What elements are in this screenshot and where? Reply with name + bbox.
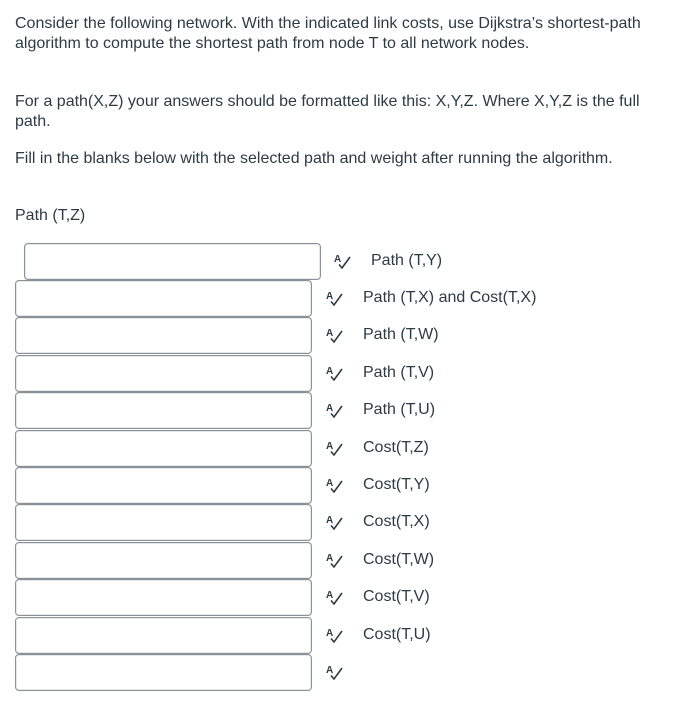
question-paragraph-1: Consider the following network. With the indicated link costs, use Dijkstra’s shortest-path algorithm to compute the shortest path from node T to all network nodes. bbox=[15, 15, 641, 52]
blank-label: Path (T,V) bbox=[363, 363, 435, 381]
blank-row bbox=[0, 467, 689, 504]
answer-blank-input[interactable] bbox=[15, 280, 312, 317]
svg-text:A: A bbox=[326, 403, 334, 415]
svg-text:A: A bbox=[326, 291, 334, 302]
blank-label: Path (T,W) bbox=[363, 326, 439, 344]
blank-row bbox=[0, 243, 689, 280]
svg-text:A: A bbox=[326, 365, 334, 377]
answer-blank-input[interactable] bbox=[15, 430, 312, 467]
blank-row bbox=[0, 430, 689, 467]
svg-text:A: A bbox=[326, 440, 334, 452]
spellcheck-icon[interactable] bbox=[325, 551, 343, 569]
answer-blank-input[interactable] bbox=[15, 654, 312, 691]
svg-text:A: A bbox=[326, 665, 334, 676]
svg-text:A: A bbox=[326, 590, 334, 602]
blank-label: Cost(T,W) bbox=[363, 550, 435, 568]
blank-label: Path (T,X) and Cost(T,X) bbox=[363, 289, 537, 306]
blank-label: Cost(T,U) bbox=[363, 625, 431, 643]
spellcheck-icon[interactable] bbox=[325, 289, 343, 307]
answer-blank-input[interactable] bbox=[15, 542, 312, 579]
blank-row bbox=[0, 504, 689, 541]
answer-blank-input[interactable] bbox=[15, 467, 312, 504]
spellcheck-icon[interactable] bbox=[325, 626, 343, 644]
blank-row bbox=[0, 317, 689, 354]
question-paragraph-3: Fill in the blanks below with the selected path and weight after running the algorithm. bbox=[15, 150, 613, 167]
spellcheck-icon[interactable] bbox=[333, 252, 351, 270]
blank-row bbox=[0, 355, 689, 392]
answer-blank-input[interactable] bbox=[15, 617, 312, 654]
answer-blank-input[interactable] bbox=[15, 392, 312, 429]
spellcheck-icon[interactable] bbox=[325, 364, 343, 382]
blank-label: Cost(T,V) bbox=[363, 588, 430, 606]
blank-row bbox=[0, 392, 689, 429]
svg-text:A: A bbox=[326, 515, 334, 527]
answer-blank-input[interactable] bbox=[15, 579, 312, 616]
blank-label: Cost(T,Y) bbox=[363, 476, 430, 493]
blank-row bbox=[0, 579, 689, 616]
spellcheck-icon[interactable] bbox=[325, 663, 343, 681]
spellcheck-icon[interactable] bbox=[325, 476, 343, 494]
answer-blank-input[interactable] bbox=[24, 243, 321, 280]
answer-blank-input[interactable] bbox=[15, 355, 312, 392]
blank-label: Cost(T,X) bbox=[363, 513, 430, 531]
blank-row bbox=[0, 280, 689, 317]
spellcheck-icon[interactable] bbox=[325, 326, 343, 344]
svg-text:A: A bbox=[326, 552, 334, 564]
blank-label: Path (T,Y) bbox=[371, 252, 443, 269]
svg-text:A: A bbox=[334, 254, 342, 265]
spellcheck-icon[interactable] bbox=[325, 513, 343, 531]
question-paragraph-2: For a path(X,Z) your answers should be formatted like this: X,Y,Z. Where X,Y,Z is the full path. bbox=[15, 93, 640, 130]
blank-label: Cost(T,Z) bbox=[363, 438, 429, 456]
blank-label: Path (T,U) bbox=[363, 401, 436, 419]
blank-row bbox=[0, 542, 689, 579]
spellcheck-icon[interactable] bbox=[325, 401, 343, 419]
svg-text:A: A bbox=[326, 478, 334, 489]
blank-row bbox=[0, 654, 689, 691]
svg-text:A: A bbox=[326, 328, 334, 340]
spellcheck-icon[interactable] bbox=[325, 588, 343, 606]
question-paragraph-4: Path (T,Z) bbox=[15, 207, 86, 224]
svg-text:A: A bbox=[326, 627, 334, 639]
answer-blank-input[interactable] bbox=[15, 504, 312, 541]
answer-blank-input[interactable] bbox=[15, 317, 312, 354]
blank-row bbox=[0, 617, 689, 654]
spellcheck-icon[interactable] bbox=[325, 439, 343, 457]
